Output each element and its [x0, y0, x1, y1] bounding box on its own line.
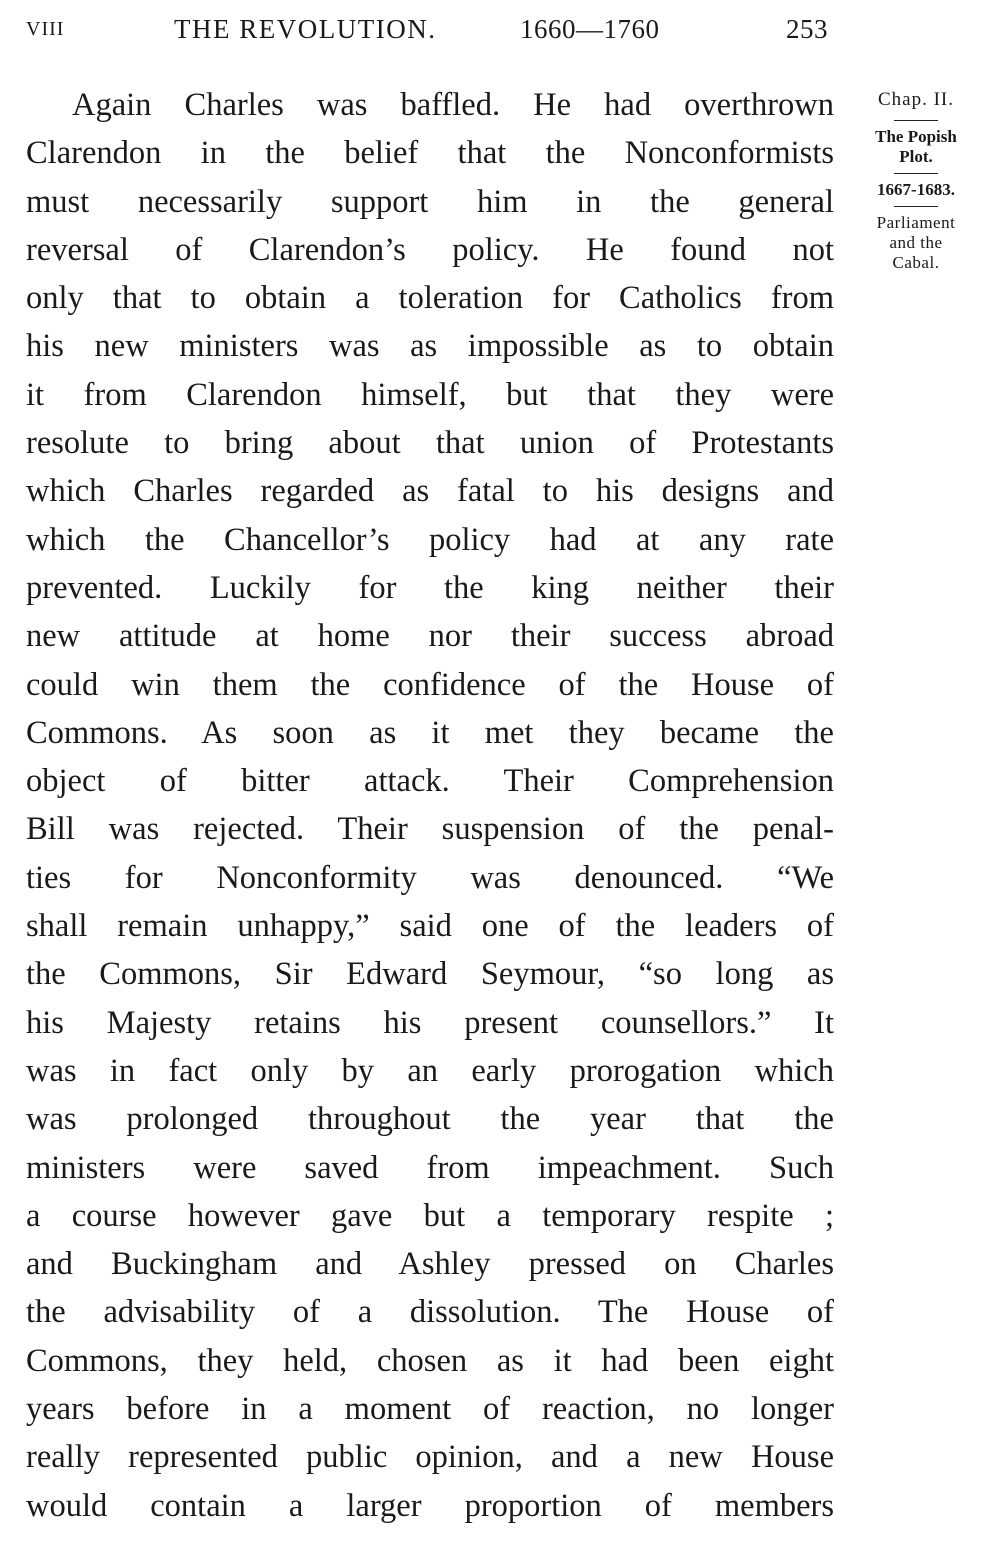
- subtopic-line: Cabal.: [892, 253, 940, 272]
- running-title: THE REVOLUTION.: [174, 14, 437, 44]
- divider: [894, 173, 938, 174]
- text-line: and Buckingham and Ashley pressed on Charles: [26, 1246, 834, 1283]
- divider: [894, 120, 938, 121]
- running-header: [26, 14, 836, 48]
- running-years: 1660—1760: [520, 14, 660, 44]
- text-line: it from Clarendon himself, but that they were: [26, 376, 834, 413]
- text-line: his new ministers was as impossible as to obtain: [26, 328, 834, 365]
- text-line: the Commons, Sir Edward Seymour, “so long as: [26, 956, 834, 993]
- page-number: 253: [786, 14, 828, 44]
- text-line: Clarendon in the belief that the Nonconformists: [26, 135, 834, 172]
- text-line: reversal of Clarendon’s policy. He found not: [26, 231, 834, 268]
- text-line: prevented. Luckily for the king neither their: [26, 569, 834, 606]
- body-paragraph: [26, 81, 834, 1530]
- subtopic-note: [846, 213, 986, 273]
- divider: [894, 206, 938, 207]
- text-line: object of bitter attack. Their Comprehension: [26, 763, 834, 800]
- marginal-notes: [846, 90, 986, 273]
- text-line: new attitude at home nor their success abroad: [26, 618, 834, 655]
- text-line: ministers were saved from impeachment. Such: [26, 1149, 834, 1186]
- text-line: Commons, they held, chosen as it had been eight: [26, 1342, 834, 1379]
- text-line: the advisability of a dissolution. The House of: [26, 1294, 834, 1331]
- text-line: would contain a larger proportion of members: [26, 1487, 834, 1524]
- subtopic-line: Parliament: [876, 213, 956, 232]
- topic-line: Plot.: [899, 147, 933, 166]
- section-number: VIII: [26, 18, 65, 40]
- text-line: was in fact only by an early prorogation which: [26, 1052, 834, 1089]
- subtopic-line: and the: [889, 233, 943, 252]
- text-line: which the Chancellor’s policy had at any rate: [26, 521, 834, 558]
- text-line: which Charles regarded as fatal to his designs and: [26, 473, 834, 510]
- text-line: was prolonged throughout the year that the: [26, 1101, 834, 1138]
- topic-note: [846, 127, 986, 167]
- years-note: 1667-1683.: [877, 180, 955, 199]
- text-line: could win them the confidence of the House of: [26, 666, 834, 703]
- text-line: must necessarily support him in the general: [26, 183, 834, 220]
- text-line: Commons. As soon as it met they became the: [26, 714, 834, 751]
- text-line: really represented public opinion, and a new House: [26, 1439, 834, 1476]
- text-line: only that to obtain a toleration for Catholics from: [26, 280, 834, 317]
- text-line: Again Charles was baffled. He had overthrown: [72, 87, 834, 123]
- topic-line: The Popish: [875, 127, 957, 146]
- text-line: his Majesty retains his present counsellors.” It: [26, 1004, 834, 1041]
- text-line: shall remain unhappy,” said one of the leaders of: [26, 908, 834, 945]
- text-line: Bill was rejected. Their suspension of the penal-: [26, 811, 834, 848]
- text-line: years before in a moment of reaction, no longer: [26, 1391, 834, 1428]
- chapter-label: Chap. II.: [877, 89, 954, 110]
- text-line: ties for Nonconformity was denounced. “We: [26, 859, 834, 896]
- text-line: resolute to bring about that union of Protestants: [26, 425, 834, 462]
- text-line: a course however gave but a temporary respite ;: [26, 1197, 834, 1234]
